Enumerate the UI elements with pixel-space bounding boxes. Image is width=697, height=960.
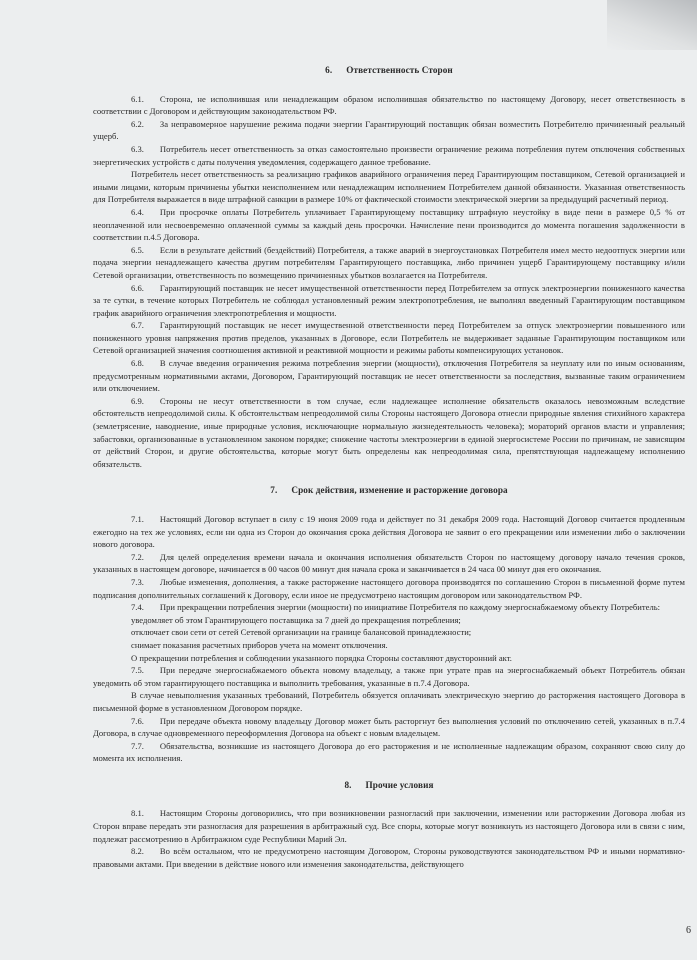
clause-paragraph [93, 652, 685, 665]
clause-text: снимает показания расчетных приборов учета на момент отключения. [131, 639, 388, 650]
clause-text: В случае невыполнения указанных требований, Потребитель обязуется оплачивать электрическую энергию до расторжения настоящего Договора в письменной форме в установленном Договором порядке. [93, 690, 685, 713]
section-number: 8. [344, 779, 352, 790]
clause-paragraph [93, 845, 685, 870]
clause-text: В случае введения ограничения режима потребления энергии (мощности), отключения Потребителя за неуплату или по иным основаниям, предусмотренным нормативными актами, Договором, Гарантирующий поставщик не несет ответственности за последствия, вызванные таким ограничением или отключением. [93, 358, 685, 394]
clause-paragraph [93, 807, 685, 845]
clause-number: 7.2. [131, 551, 144, 562]
section-title: Прочие условия [365, 779, 434, 790]
clause-text: Настоящим Стороны договорились, что при возникновении разногласий при заключении, изменении или расторжении Договора любая из Сторон вправе передать эти разногласия для разрешения в арбитражный суд. Все споры, которые могут возникнуть из настоящего Договора или в связи с ним, подлежат рассмотрению в Арбитражном суде Республики Марий Эл. [93, 808, 685, 844]
clause-text: отключает свои сети от сетей Сетевой организации на границе балансовой принадлежности; [131, 627, 472, 638]
clause-paragraph [93, 357, 685, 395]
clause-paragraph [93, 206, 685, 244]
clause-paragraph [93, 664, 685, 689]
clause-number: 6.5. [131, 244, 144, 255]
clause-text: Потребитель несет ответственность за отказ самостоятельно произвести ограничение режима потребления путем отключения собственных энергетических устройств с даты получения уведомления, содержащего данное требование. [93, 143, 685, 167]
clause-paragraph [93, 282, 685, 320]
clause-number: 6.9. [131, 395, 144, 406]
clause-text: При прекращении потребления энергии (мощности) по инициативе Потребителя по каждому энергоснабжаемому объекту Потребитель: [159, 602, 661, 613]
clause-text: При передаче энергоснабжаемого объекта новому владельцу, а также при утрате прав на энергоснабжаемый объект Потребитель обязан уведомить об этом гарантирующего поставщика и выполнить требования, указанные в п.7.4 Договора. [93, 665, 685, 688]
clause-paragraph [93, 576, 685, 601]
section-title: Ответственность Сторон [346, 65, 453, 75]
clause-text: Для целей определения времени начала и окончания исполнения обязательств Сторон по настоящему договору начало течения сроков, указанных в настоящем договоре, начинается в 00 часов 00 минут дня начала срока и заканчивается в 24 часа 00 минут дня его окончания. [93, 551, 685, 575]
clause-number: 6.4. [131, 206, 144, 217]
clause-number: 7.4. [131, 602, 144, 613]
section-8 [93, 779, 685, 871]
clause-text: При передаче объекта новому владельцу Договор может быть расторгнут без выполнения условий по отключению сетей, указанных в п.7.4 Договора, в случае одновременного переоформления Договора на объект с новым владельцем. [93, 715, 685, 739]
clause-number: 7.3. [131, 576, 144, 587]
clause-number: 6.3. [131, 143, 144, 154]
clause-paragraph [93, 551, 685, 576]
clause-paragraph [93, 168, 685, 206]
clause-text: Потребитель несет ответственность за реализацию графиков аварийного ограничения перед Гарантирующим поставщиком, Сетевой организацией и иными лицами, которым причинены убытки неисполнением или ненадлежащим исполнением Потребителем данной обязанности. Указанная ответственность для Потребителя выражается в виде штрафной санкции в размере 10% от фактической стоимости электрической энергии за предыдущий расчетный период. [93, 169, 685, 205]
section-6 [93, 64, 685, 470]
clause-text: Настоящий Договор вступает в силу с 19 июня 2009 года и действует по 31 декабря 2009 года. Настоящий Договор считается продленным ежегодно на тех же условиях, если ни одна из Сторон до окончания срока действия Договора не заявит о его прекращении или изменении либо о заключении нового договора. [93, 514, 685, 550]
clause-text: Обязательства, возникшие из настоящего Договора до его расторжения и не исполненные надлежащим образом, сохраняют свою силу до момента их исполнения. [93, 740, 685, 764]
clause-number: 6.8. [131, 358, 144, 369]
clause-text: Любые изменения, дополнения, а также расторжение настоящего договора производятся по соглашению Сторон в письменной форме путем подписания дополнительных соглашений к Договору, если иное не предусмотрено настоящим договором или законодательством РФ. [93, 576, 685, 600]
clause-paragraph [93, 601, 685, 614]
clause-number: 6.6. [131, 282, 144, 293]
clause-text: Гарантирующий поставщик не несет имущественной ответственности перед Потребителем за отпуск электроэнергии повышенного или пониженного уровня напряжения против пределов, указанных в Договоре, если Потребитель не выдерживает заданные Гарантирующим поставщиком или Сетевой организацией значения соотношения активной и реактивной мощности и режимы работы компенсирующих установок. [93, 320, 685, 356]
clause-number: 7.1. [131, 514, 144, 524]
clause-paragraph [93, 689, 685, 714]
section-number: 6. [325, 65, 333, 75]
clause-number: 6.7. [131, 320, 144, 331]
clause-number: 7.5. [131, 665, 144, 676]
clause-number: 6.2. [131, 118, 144, 129]
clause-paragraph [93, 143, 685, 168]
clause-text: Во всём остальном, что не предусмотрено настоящим Договором, Стороны руководствуются законодательством РФ и иными нормативно-правовыми актами. При введении в действие нового или изменения законодательства, действующего [93, 846, 685, 869]
clause-number: 6.1. [131, 93, 144, 104]
clause-number: 7.7. [131, 740, 144, 751]
clause-text: О прекращении потребления и соблюдении указанного порядка Стороны составляют двусторонний акт. [131, 652, 512, 663]
section-heading [93, 779, 685, 792]
document-body [93, 64, 685, 870]
clause-text: уведомляет об этом Гарантирующего поставщика за 7 дней до прекращения потребления; [131, 614, 461, 625]
section-heading [93, 484, 685, 497]
clause-paragraph [93, 639, 685, 652]
section-number: 7. [270, 485, 278, 496]
clause-paragraph [93, 626, 685, 639]
clause-paragraph [93, 513, 685, 551]
clause-number: 7.6. [131, 715, 144, 726]
page-number: 6 [686, 925, 691, 936]
clause-text: Сторона, не исполнившая или ненадлежащим образом исполнившая обязательство по настоящему Договору, несет ответственность в соответствии с Договором и действующим законодательством РФ. [93, 93, 685, 117]
clause-text: Гарантирующий поставщик не несет имущественной ответственности перед Потребителем за отпуск электроэнергии пониженного качества за те сутки, в течение которых Потребитель не соблюдал установленный режим электропотребления, не выполнял введенный Гарантирующим поставщиком график аварийного ограничения электропотребления и мощности. [93, 282, 685, 318]
section-title: Срок действия, изменение и расторжение договора [291, 485, 508, 496]
clause-paragraph [93, 715, 685, 740]
clause-paragraph [93, 319, 685, 357]
clause-number: 8.1. [131, 808, 144, 819]
section-7 [93, 484, 685, 764]
clause-paragraph [93, 614, 685, 627]
clause-text: Если в результате действий (бездействий) Потребителя, а также аварий в энергоустановках Потребителя имел место недоотпуск энергии или подача энергии ненадлежащего качества другим потребителям Гарантирующего поставщика, либо причинен ущерб Гарантирующему поставщику и/или Сетевой организации, ответственность по возмещению причиненных убытков возлагается на Потребителя. [93, 244, 685, 280]
clause-text: Стороны не несут ответственности в том случае, если надлежащее исполнение обязательств оказалось невозможным вследствие обстоятельств непреодолимой силы. К обстоятельствам непреодолимой силы Стороны настоящего Договора отнесли природные явления стихийного характера (землетрясение, наводнение, иные природные условия, исключающие нормальную жизнедеятельность человека); мораторий органов власти и управления; забастовки, организованные в установленном законом порядке; снижение частоты электроэнергии в единой энергосистеме России по причинам, не зависящим от действий Сторон, и другие обстоятельства, которые могут быть определены как непреодолимая сила, препятствующая надлежащему исполнению обязательств. [93, 395, 685, 469]
clause-number: 8.2. [131, 846, 144, 857]
clause-paragraph [93, 395, 685, 471]
clause-paragraph [93, 93, 685, 118]
page-fold-shadow [607, 0, 697, 50]
clause-text: За неправомерное нарушение режима подачи энергии Гарантирующий поставщик обязан возместить Потребителю причиненный реальный ущерб. [93, 118, 685, 142]
clause-text: При просрочке оплаты Потребитель уплачивает Гарантирующему поставщику штрафную неустойку в виде пени в размере 0,5 % от неоплаченной или несвоевременно оплаченной суммы за каждый день просрочки. Начисление пени производится до момента погашения задолженности в соответствии п.4.5 Договора. [93, 206, 685, 243]
clause-paragraph [93, 244, 685, 282]
clause-paragraph [93, 118, 685, 143]
section-heading [93, 64, 685, 77]
clause-paragraph [93, 740, 685, 765]
